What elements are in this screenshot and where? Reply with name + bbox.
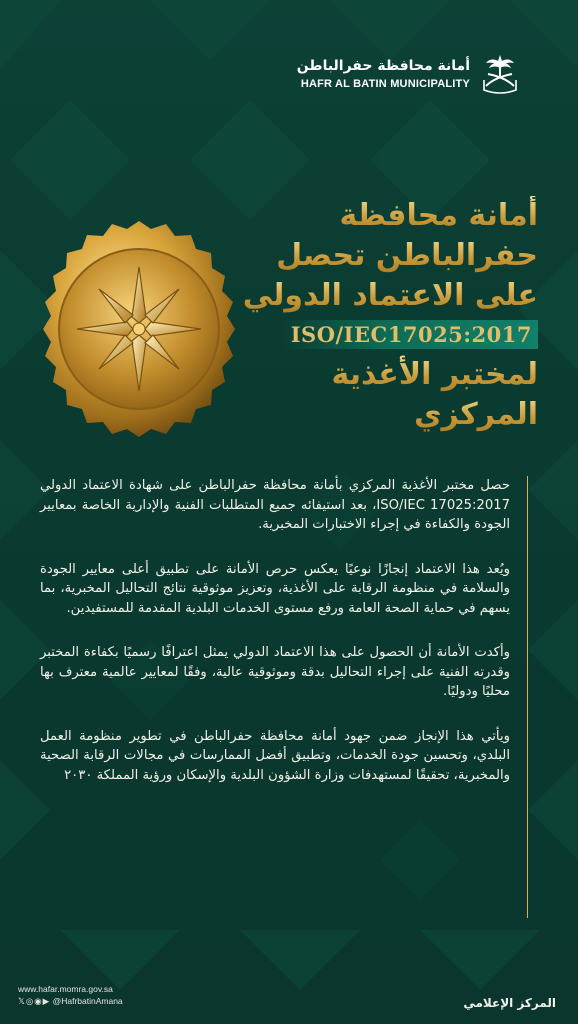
paragraph-4: ويأتي هذا الإنجاز ضمن جهود أمانة محافظة حفرالباطن في تطوير منظومة العمل البلدي، وتحسين جودة الخدمات، وتطبيق أفضل الممارسات في مجالات الرقابة الصحية والمخبرية، تحقيقًا لمستهدفات وزارة الشؤون البلدية والإسكان ورؤية المملكة ٢٠٣٠ [40,728,510,783]
headline-line-3: على الاعتماد الدولي [228,276,538,316]
headline-line-2: حفرالباطن تحصل [228,236,538,276]
palm-swords-emblem-icon [480,52,520,94]
gold-star-medal-icon [28,218,250,440]
website-link[interactable]: www.hafar.momra.gov.sa [18,984,113,994]
paragraph-2: ويُعد هذا الاعتماد إنجازًا نوعيًا يعكس حرص الأمانة على تطبيق أعلى معايير الجودة والسلامة في منظومة الرقابة على الأغذية، وتعزيز موثوقية نتائج التحاليل المخبرية، بما يسهم في حماية الصحة العامة ورفع مستوى الخدمات البلدية المقدمة للمستفيدين. [40,561,510,616]
logo-arabic-name: أمانة محافظة حفرالباطن [296,57,470,74]
headline-line-4: لمختبر الأغذية [228,355,538,395]
footer-contacts [18,983,123,1007]
social-media-icons: 𝕏◎◉▶ [18,996,51,1006]
headline-line-1: أمانة محافظة [228,196,538,236]
municipality-logo [297,52,520,94]
headline-line-5: المركزي [228,395,538,435]
paragraph-1: حصل مختبر الأغذية المركزي بأمانة محافظة حفرالباطن على شهادة الاعتماد الدولي ISO/IEC 17025:2017، بعد استيفائه جميع المتطلبات الفنية والإدارية الخاصة بمعايير الجودة والكفاءة في إجراء الاختبارات المخبرية. [40,478,510,532]
paragraph-3: وأكدت الأمانة أن الحصول على هذا الاعتماد الدولي يمثل اعترافًا رسميًا بكفاءة المختبر وقدرته الفنية على إجراء التحاليل بدقة وموثوقية عالية، وفقًا لمعايير عالمية معترف بها محليًا ودوليًا. [40,645,510,699]
social-handle[interactable]: @HafrbatinAmana [52,996,123,1006]
social-handle-row [18,995,123,1007]
article-body [40,476,526,918]
logo-text [297,57,470,90]
gold-divider-line [527,476,528,918]
headline [228,196,538,435]
logo-english-name: HAFR AL BATIN MUNICIPALITY [300,77,470,90]
media-center-label: المركز الإعلامي [463,996,556,1010]
iso-standard-label: ISO/IEC17025:2017 [281,320,538,349]
